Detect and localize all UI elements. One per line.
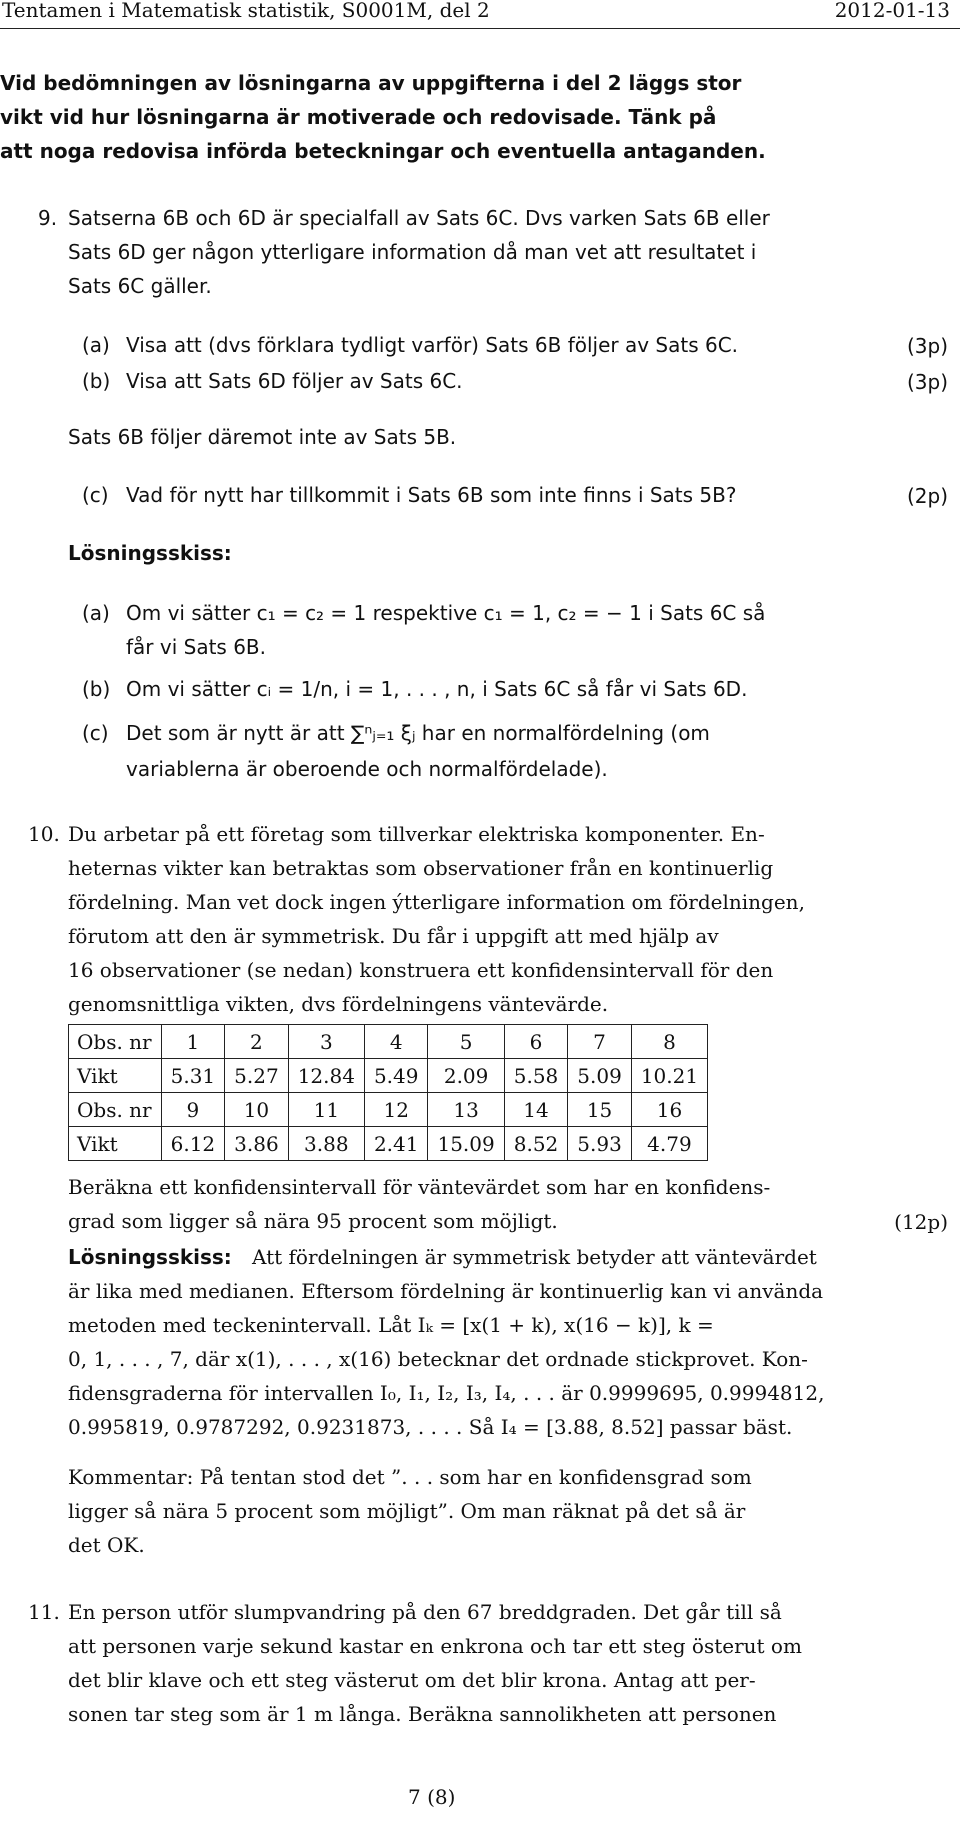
table-cell: 5.31 bbox=[161, 1059, 225, 1093]
q9-sol-b-label: (b) bbox=[82, 677, 111, 701]
q9-line: Satserna 6B och 6D är specialfall av Sats 6C. Dvs varken Sats 6B eller bbox=[68, 206, 770, 230]
q10-task-points: (12p) bbox=[894, 1210, 948, 1234]
table-cell: 7 bbox=[568, 1025, 632, 1059]
table-cell: 14 bbox=[504, 1093, 568, 1127]
table-cell: 15.09 bbox=[428, 1127, 504, 1161]
q9-c-text: Vad för nytt har tillkommit i Sats 6B som inte finns i Sats 5B? bbox=[126, 483, 737, 507]
table-cell: 8 bbox=[631, 1025, 707, 1059]
table-cell: 5 bbox=[428, 1025, 504, 1059]
observations-table bbox=[68, 1024, 708, 1161]
table-row-head: Vikt bbox=[69, 1059, 162, 1093]
q10-task-line: Beräkna ett konfidensintervall för väntevärdet som har en konfidens- bbox=[68, 1175, 771, 1199]
table-cell: 5.49 bbox=[364, 1059, 428, 1093]
intro-line: att noga redovisa införda beteckningar och eventuella antaganden. bbox=[0, 139, 766, 163]
q10-solution-line: är lika med medianen. Eftersom fördelning är kontinuerlig kan vi använda bbox=[68, 1279, 824, 1303]
q10-comment-line: Kommentar: På tentan stod det ”. . . som har en konfidensgrad som bbox=[68, 1465, 752, 1489]
q9-b-text: Visa att Sats 6D följer av Sats 6C. bbox=[126, 369, 463, 393]
table-row-head: Obs. nr bbox=[69, 1025, 162, 1059]
q9-a-text: Visa att (dvs förklara tydligt varför) Sats 6B följer av Sats 6C. bbox=[126, 333, 739, 357]
q10-line: Du arbetar på ett företag som tillverkar elektriska komponenter. En- bbox=[68, 822, 765, 846]
q9-line: Sats 6D ger någon ytterligare information då man vet att resultatet i bbox=[68, 240, 757, 264]
header-date: 2012-01-13 bbox=[834, 0, 950, 22]
table-cell: 5.27 bbox=[225, 1059, 289, 1093]
q10-line: fördelning. Man vet dock ingen ýtterligare information om fördelningen, bbox=[68, 890, 805, 914]
table-cell: 6 bbox=[504, 1025, 568, 1059]
q9-line: Sats 6C gäller. bbox=[68, 274, 212, 298]
q9-b-points: (3p) bbox=[906, 370, 948, 394]
table-cell: 5.93 bbox=[568, 1127, 632, 1161]
table-cell: 9 bbox=[161, 1093, 225, 1127]
page-number: 7 (8) bbox=[408, 1785, 456, 1809]
q9-solution-heading: Lösningsskiss: bbox=[68, 541, 232, 565]
q10-solution-line: 0.995819, 0.9787292, 0.9231873, . . . . Så I₄ = [3.88, 8.52] passar bäst. bbox=[68, 1415, 793, 1439]
q9-sol-a-label: (a) bbox=[82, 601, 110, 625]
q11-line: sonen tar steg som är 1 m långa. Beräkna sannolikheten att personen bbox=[68, 1702, 777, 1726]
table-cell: 15 bbox=[568, 1093, 632, 1127]
table-row bbox=[69, 1059, 708, 1093]
q10-solution-heading: Lösningsskiss: bbox=[68, 1245, 232, 1269]
q9-number: 9. bbox=[38, 206, 58, 230]
header-rule bbox=[0, 28, 960, 29]
table-cell: 10 bbox=[225, 1093, 289, 1127]
table-cell: 5.09 bbox=[568, 1059, 632, 1093]
q11-line: det blir klave och ett steg västerut om det blir krona. Antag att per- bbox=[68, 1668, 756, 1692]
table-cell: 10.21 bbox=[631, 1059, 707, 1093]
q9-b-label: (b) bbox=[82, 369, 111, 393]
q9-sol-c-line: variablerna är oberoende och normalfördelade). bbox=[126, 757, 608, 781]
table-row bbox=[69, 1127, 708, 1161]
q9-a-points: (3p) bbox=[906, 334, 948, 358]
q10-solution-line: 0, 1, . . . , 7, där x(1), . . . , x(16) betecknar det ordnade stickprovet. Kon- bbox=[68, 1347, 808, 1371]
table-cell: 2 bbox=[225, 1025, 289, 1059]
q10-line: heternas vikter kan betraktas som observationer från en kontinuerlig bbox=[68, 856, 774, 880]
table-cell: 6.12 bbox=[161, 1127, 225, 1161]
q9-c-points: (2p) bbox=[906, 484, 948, 508]
table-cell: 13 bbox=[428, 1093, 504, 1127]
table-cell: 12.84 bbox=[288, 1059, 364, 1093]
q10-solution-line: Att fördelningen är symmetrisk betyder att väntevärdet bbox=[252, 1245, 817, 1269]
table-cell: 5.58 bbox=[504, 1059, 568, 1093]
intro-line: Vid bedömningen av lösningarna av uppgifterna i del 2 läggs stor bbox=[0, 71, 742, 95]
q9-sol-a-line: Om vi sätter c₁ = c₂ = 1 respektive c₁ = 1, c₂ = − 1 i Sats 6C så bbox=[126, 601, 766, 625]
q9-sol-c-label: (c) bbox=[82, 721, 109, 745]
table-cell: 3.86 bbox=[225, 1127, 289, 1161]
q10-solution-line: metoden med teckenintervall. Låt Iₖ = [x(1 + k), x(16 − k)], k = bbox=[68, 1313, 714, 1337]
q9-c-label: (c) bbox=[82, 483, 109, 507]
q9-sol-a-line: får vi Sats 6B. bbox=[126, 635, 266, 659]
q11-line: att personen varje sekund kastar en enkrona och tar ett steg österut om bbox=[68, 1634, 802, 1658]
table-cell: 1 bbox=[161, 1025, 225, 1059]
q10-solution-line: fidensgraderna för intervallen I₀, I₁, I₂, I₃, I₄, . . . är 0.9999695, 0.9994812, bbox=[68, 1381, 825, 1405]
intro-line: vikt vid hur lösningarna är motiverade och redovisade. Tänk på bbox=[0, 105, 717, 129]
table-cell: 2.09 bbox=[428, 1059, 504, 1093]
q9-note: Sats 6B följer däremot inte av Sats 5B. bbox=[68, 425, 457, 449]
q11-line: En person utför slumpvandring på den 67 breddgraden. Det går till så bbox=[68, 1600, 782, 1624]
table-cell: 3 bbox=[288, 1025, 364, 1059]
q10-line: förutom att den är symmetrisk. Du får i uppgift att med hjälp av bbox=[68, 924, 719, 948]
table-row-head: Vikt bbox=[69, 1127, 162, 1161]
q10-comment-line: det OK. bbox=[68, 1533, 145, 1557]
table-cell: 11 bbox=[288, 1093, 364, 1127]
table-cell: 3.88 bbox=[288, 1127, 364, 1161]
q10-line: 16 observationer (se nedan) konstruera ett konfidensintervall för den bbox=[68, 958, 774, 982]
table-cell: 12 bbox=[364, 1093, 428, 1127]
table-cell: 16 bbox=[631, 1093, 707, 1127]
q9-sol-b-line: Om vi sätter cᵢ = 1/n, i = 1, . . . , n, i Sats 6C så får vi Sats 6D. bbox=[126, 677, 748, 701]
table-row bbox=[69, 1025, 708, 1059]
q9-sol-c-line: Det som är nytt är att ∑ⁿⱼ₌₁ ξⱼ har en normalfördelning (om bbox=[126, 721, 710, 745]
q9-a-label: (a) bbox=[82, 333, 110, 357]
table-row-head: Obs. nr bbox=[69, 1093, 162, 1127]
table-cell: 8.52 bbox=[504, 1127, 568, 1161]
table-cell: 4 bbox=[364, 1025, 428, 1059]
header-title: Tentamen i Matematisk statistik, S0001M, del 2 bbox=[2, 0, 490, 22]
q11-number: 11. bbox=[28, 1600, 60, 1624]
q10-line: genomsnittliga vikten, dvs fördelningens väntevärde. bbox=[68, 992, 609, 1016]
q10-number: 10. bbox=[28, 822, 60, 846]
table-cell: 4.79 bbox=[631, 1127, 707, 1161]
q10-task-line: grad som ligger så nära 95 procent som möjligt. bbox=[68, 1209, 558, 1233]
q10-comment-line: ligger så nära 5 procent som möjligt”. Om man räknat på det så är bbox=[68, 1499, 746, 1523]
table-cell: 2.41 bbox=[364, 1127, 428, 1161]
table-row bbox=[69, 1093, 708, 1127]
